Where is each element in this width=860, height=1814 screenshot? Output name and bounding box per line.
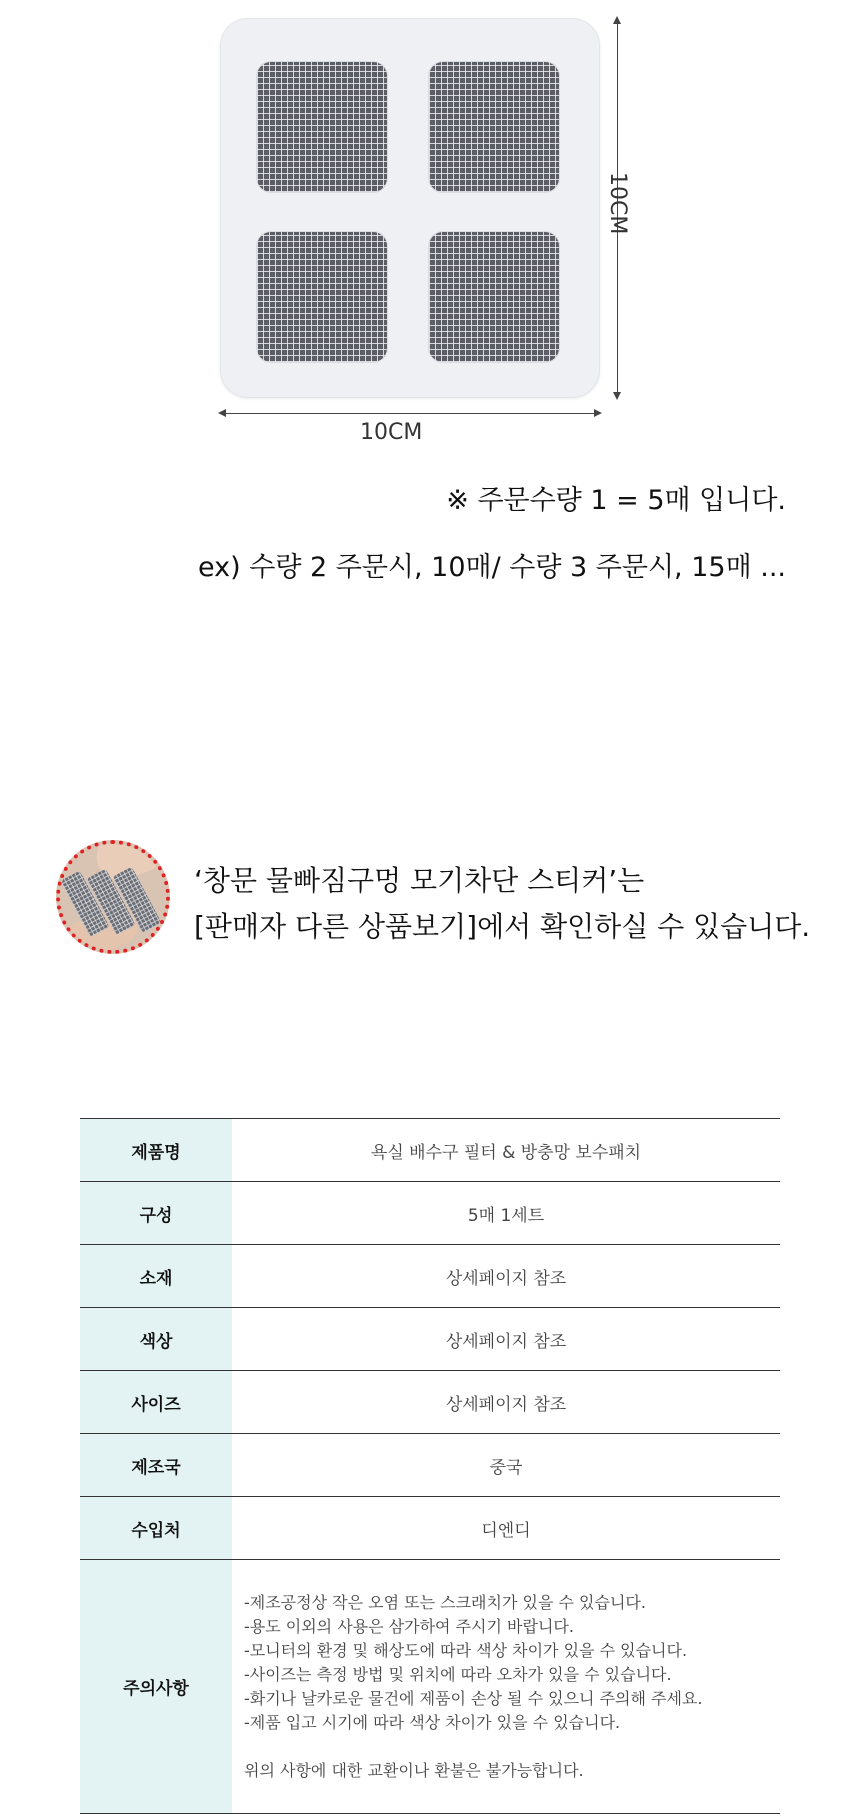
caution-item: -화기나 날카로운 물건에 제품이 손상 될 수 있으니 주의해 주세요. — [244, 1688, 703, 1708]
caution-content — [232, 1560, 780, 1814]
order-quantity-example: ex) 수량 2 주문시, 10매/ 수량 3 주문시, 15매 ... — [198, 552, 786, 583]
caution-footer: 위의 사항에 대한 교환이나 환불은 불가능합니다. — [244, 1760, 584, 1780]
promo-thumbnail — [56, 840, 170, 954]
caution-item: -용도 이외의 사용은 삼가하여 주시기 바랍니다. — [244, 1616, 574, 1636]
mesh-repair-patch — [220, 18, 600, 398]
product-spec-table — [80, 1118, 780, 1814]
spec-value: 상세페이지 참조 — [232, 1371, 780, 1434]
mesh-square — [257, 232, 387, 362]
spec-row — [80, 1119, 780, 1182]
spec-value: 욕실 배수구 필터 & 방충망 보수패치 — [232, 1119, 780, 1182]
spec-row — [80, 1434, 780, 1497]
spec-row — [80, 1182, 780, 1245]
product-image — [210, 12, 660, 452]
spec-label: 색상 — [80, 1308, 232, 1371]
width-dimension-line — [220, 413, 600, 414]
spec-label: 수입처 — [80, 1497, 232, 1560]
order-quantity-note: ※ 주문수량 1 = 5매 입니다. — [446, 485, 786, 516]
caution-item: -모니터의 환경 및 해상도에 따라 색상 차이가 있을 수 있습니다. — [244, 1640, 688, 1660]
caution-label: 주의사항 — [80, 1560, 232, 1814]
spec-value: 5매 1세트 — [232, 1182, 780, 1245]
spec-row — [80, 1371, 780, 1434]
spec-label: 소재 — [80, 1245, 232, 1308]
mesh-square — [429, 62, 559, 192]
caution-row — [80, 1560, 780, 1814]
caution-item: -제조공정상 작은 오염 또는 스크래치가 있을 수 있습니다. — [244, 1592, 646, 1612]
caution-item: -사이즈는 측정 방법 및 위치에 따라 오차가 있을 수 있습니다. — [244, 1664, 672, 1684]
caution-list — [244, 1591, 779, 1735]
spec-label: 구성 — [80, 1182, 232, 1245]
spec-label: 제품명 — [80, 1119, 232, 1182]
promo-text — [194, 858, 810, 950]
spec-row — [80, 1497, 780, 1560]
spec-label: 사이즈 — [80, 1371, 232, 1434]
promo-line-1: ‘창문 물빠짐구멍 모기차단 스티커’는 — [194, 864, 645, 897]
spec-value: 상세페이지 참조 — [232, 1308, 780, 1371]
mesh-square — [429, 232, 559, 362]
spec-value: 디엔디 — [232, 1497, 780, 1560]
caution-item: -제품 입고 시기에 따라 색상 차이가 있을 수 있습니다. — [244, 1712, 621, 1732]
width-dimension-label: 10CM — [360, 420, 423, 445]
spec-value: 중국 — [232, 1434, 780, 1497]
spec-row — [80, 1308, 780, 1371]
promo-line-2: [판매자 다른 상품보기]에서 확인하실 수 있습니다. — [194, 910, 811, 943]
height-dimension-label: 10CM — [605, 172, 630, 235]
mesh-square — [257, 62, 387, 192]
spec-row — [80, 1245, 780, 1308]
spec-value: 상세페이지 참조 — [232, 1245, 780, 1308]
spec-label: 제조국 — [80, 1434, 232, 1497]
